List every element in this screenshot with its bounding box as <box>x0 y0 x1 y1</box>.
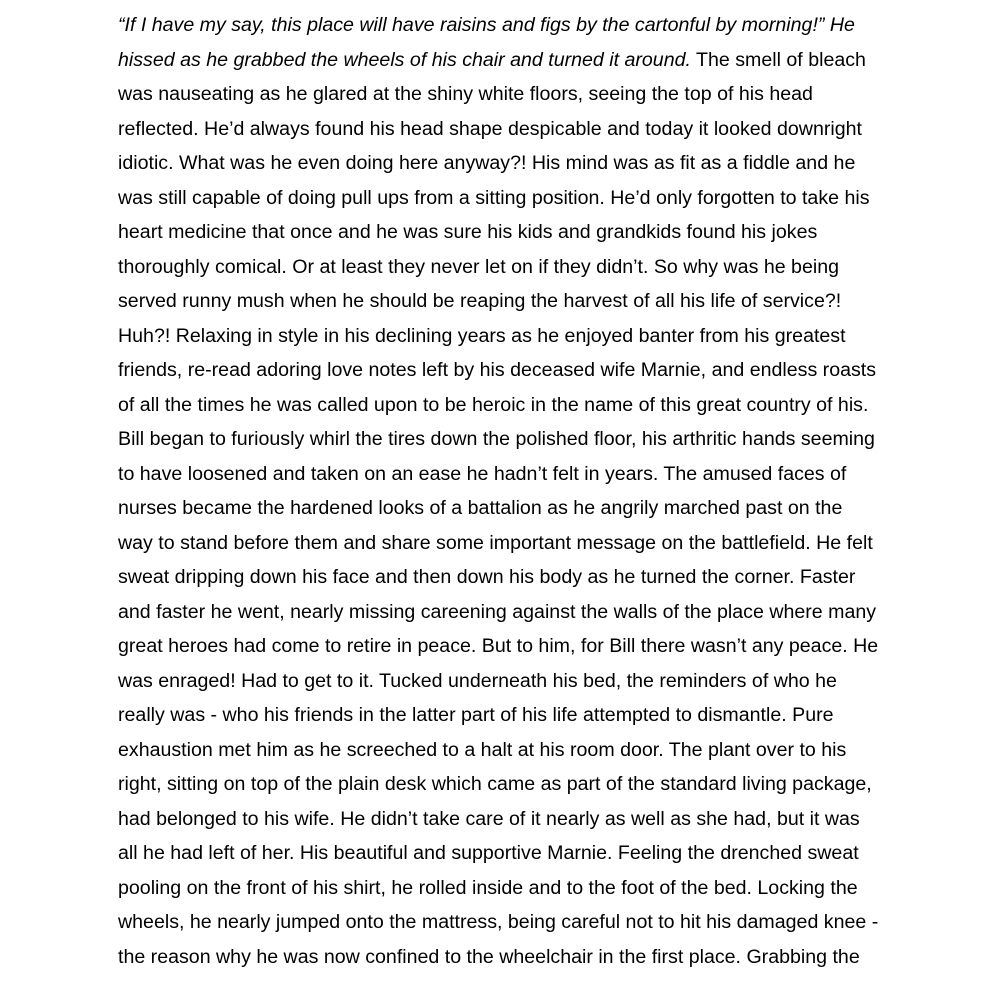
text-line <box>118 595 898 630</box>
text-line <box>118 353 898 388</box>
text-line <box>118 836 898 871</box>
text-line <box>118 733 898 768</box>
regular-text: and faster he went, nearly missing careening against the walls of the place where many <box>118 600 877 623</box>
regular-text: served runny mush when he should be reaping the harvest of all his life of service?! <box>118 290 842 312</box>
regular-text: to have loosened and taken on an ease he hadn’t felt in years. The amused faces of <box>118 462 847 485</box>
text-line <box>118 284 898 319</box>
text-line <box>118 767 898 802</box>
regular-text: wheels, he nearly jumped onto the mattress, being careful not to hit his damaged knee - <box>118 911 879 933</box>
regular-text: heart medicine that once and he was sure his kids and grandkids found his jokes <box>118 221 818 243</box>
text-line <box>118 698 898 733</box>
regular-text: Huh?! Relaxing in style in his declining years as he enjoyed banter from his greatest <box>118 324 846 347</box>
text-line <box>118 8 898 43</box>
regular-text: really was - who his friends in the latter part of his life attempted to dismantle. Pure <box>118 704 834 726</box>
story-paragraph <box>118 8 898 974</box>
regular-text: Bill began to furiously whirl the tires down the polished floor, his arthritic hands seeming <box>118 428 875 450</box>
text-line <box>118 871 898 906</box>
text-line <box>118 250 898 285</box>
regular-text: friends, re-read adoring love notes left by his deceased wife Marnie, and endless roasts <box>118 359 877 381</box>
regular-text: was enraged! Had to get to it. Tucked underneath his bed, the reminders of who he <box>118 669 837 692</box>
regular-text: idiotic. What was he even doing here anyway?! His mind was as fit as a fiddle and he <box>118 152 856 174</box>
regular-text: was nauseating as he glared at the shiny white floors, seeing the top of his head <box>118 83 813 105</box>
regular-text: of all the times he was called upon to be heroic in the name of this great country of his. <box>118 393 869 416</box>
text-line <box>118 112 898 147</box>
text-line <box>118 491 898 526</box>
text-line <box>118 457 898 492</box>
text-line <box>118 560 898 595</box>
text-line <box>118 319 898 354</box>
italic-text: “If I have my say, this place will have raisins and figs by the cartonful by morning!” He <box>118 14 855 36</box>
regular-text: right, sitting on top of the plain desk which came as part of the standard living package, <box>118 773 872 795</box>
regular-text: great heroes had come to retire in peace. But to him, for Bill there wasn’t any peace. He <box>118 635 879 657</box>
regular-text: exhaustion met him as he screeched to a halt at his room door. The plant over to his <box>118 738 847 761</box>
text-line <box>118 905 898 940</box>
regular-text: all he had left of her. His beautiful and supportive Marnie. Feeling the drenched sweat <box>118 842 859 864</box>
regular-text: thoroughly comical. Or at least they never let on if they didn’t. So why was he being <box>118 255 839 278</box>
text-line <box>118 77 898 112</box>
text-line <box>118 215 898 250</box>
text-line <box>118 802 898 837</box>
text-line <box>118 146 898 181</box>
regular-text: way to stand before them and share some important message on the battlefield. He felt <box>118 531 873 554</box>
document-page <box>118 8 898 974</box>
regular-text: The smell of bleach <box>690 48 866 71</box>
text-line <box>118 422 898 457</box>
text-line <box>118 629 898 664</box>
text-line <box>118 388 898 423</box>
regular-text: the reason why he was now confined to the wheelchair in the first place. Grabbing the <box>118 945 860 968</box>
text-line <box>118 664 898 699</box>
regular-text: had belonged to his wife. He didn’t take care of it nearly as well as she had, but it was <box>118 807 860 830</box>
text-line <box>118 181 898 216</box>
regular-text: sweat dripping down his face and then down his body as he turned the corner. Faster <box>118 566 856 588</box>
italic-text: hissed as he grabbed the wheels of his chair and turned it around. <box>118 48 691 71</box>
text-line <box>118 526 898 561</box>
text-line <box>118 43 898 78</box>
regular-text: nurses became the hardened looks of a battalion as he angrily marched past on the <box>118 497 843 519</box>
regular-text: was still capable of doing pull ups from a sitting position. He’d only forgotten to take his <box>118 186 870 209</box>
regular-text: pooling on the front of his shirt, he rolled inside and to the foot of the bed. Locking the <box>118 876 858 899</box>
regular-text: reflected. He’d always found his head shape despicable and today it looked downright <box>118 117 862 140</box>
text-line <box>118 940 898 975</box>
